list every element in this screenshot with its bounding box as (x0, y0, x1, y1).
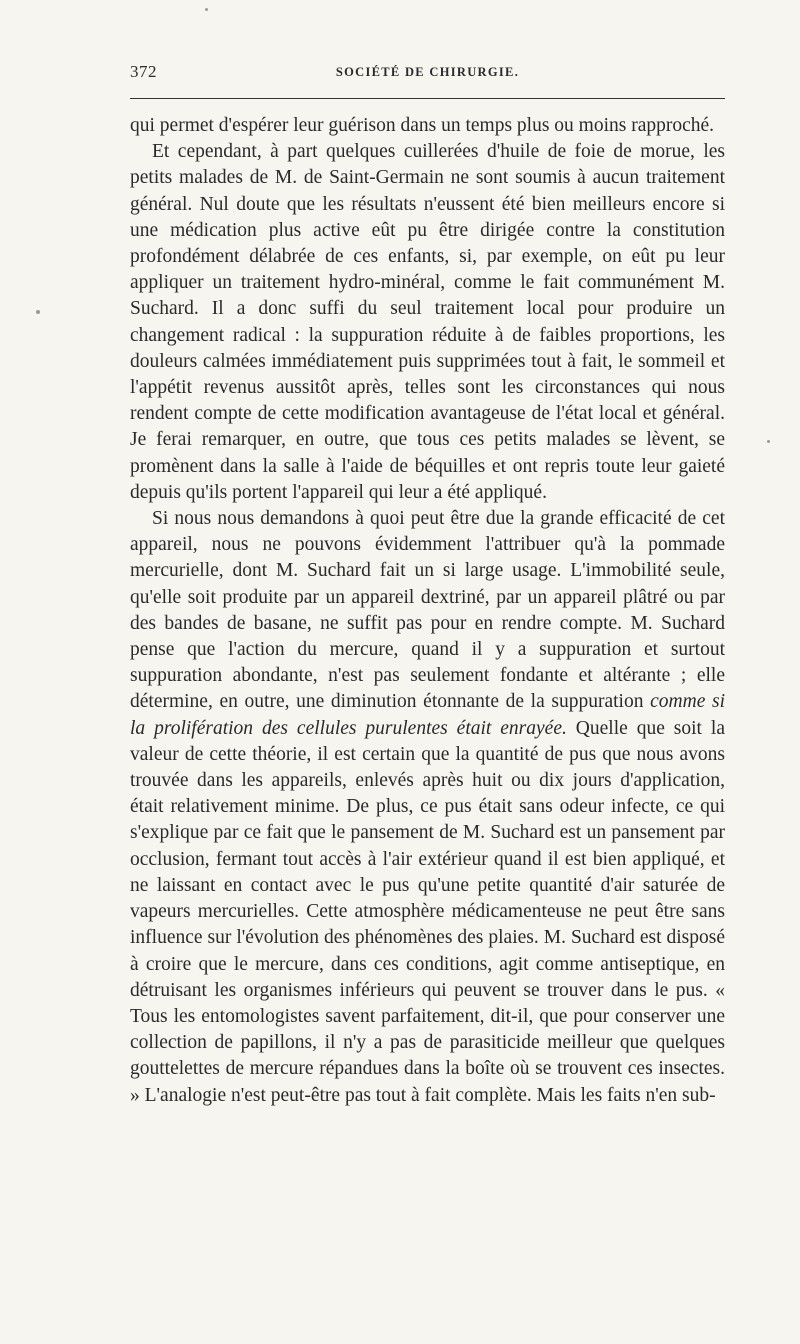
page-header (130, 62, 725, 86)
paragraph-3-italic: comme si la prolifération des cellules purulentes était enrayée. (130, 691, 726, 739)
header-rule (130, 98, 725, 99)
paragraph-3 (130, 506, 725, 1109)
paragraph-1: qui permet d'espérer leur guérison dans un temps plus ou moins rapproché. (130, 115, 715, 136)
paragraph-2: Et cependant, à part quelques cuillerées d'huile de foie de morue, les petits malades de M. de Saint-Germain ne sont soumis à aucun traitement général. Nul doute que les résultats n'eussent été bien meilleurs encore si une médication plus active eût pu être dirigée contre la constitution profondément délabrée de ces enfants, si, par exemple, on eût pu leur appliquer un traitement hydro-minéral, comme le fait communément M. Suchard. Il a donc suffi du seul traitement local pour produire un changement radical : la suppuration réduite à de faibles proportions, les douleurs calmées immédiatement puis supprimées tout à fait, le sommeil et l'appétit revenus aussitôt après, telles sont les circonstances qui nous rendent compte de cette modification avantageuse de l'état local et général. Je ferai remarquer, en outre, que tous ces petits malades se lèvent, se promènent dans la salle à l'aide de béquilles et ont repris toute leur gaieté depuis qu'ils portent l'appareil qui leur a été appliqué. (130, 141, 725, 503)
body-text (130, 113, 725, 1109)
page-number: 372 (130, 62, 157, 81)
paper-speck (36, 310, 40, 314)
paragraph-3-text-b: Quelle que soit la valeur de cette théorie, il est certain que la quantité de pus que nous avons trouvée dans les appareils, enlevés après huit ou dix jours d'application, était relativement minime. De plus, ce pus était sans odeur infecte, ce qui s'explique par ce fait que le pansement de M. Suchard est un pansement par occlusion, fermant tout accès à l'air extérieur quand il est bien appliqué, et ne laissant en contact avec le pus qu'une petite quantité d'air saturée de vapeurs mercurielles. Cette atmosphère médicamenteuse ne peut être sans influence sur l'évolution des phénomènes des plaies. M. Suchard est disposé à croire que le mercure, dans ces conditions, agit comme antiseptique, en détruisant les organismes inférieurs qui peuvent se trouver dans le pus. « Tous les entomologistes savent parfaitement, dit-il, que pour conserver une collection de papillons, il n'y a pas de parasiticide meilleur que quelques gouttelettes de mercure répandues dans la boîte où se trouvent ces insectes. » L'analogie n'est peut-être pas tout à fait complète. Mais les faits n'en sub- (130, 717, 725, 1106)
paper-speck (767, 440, 770, 443)
paper-speck (205, 8, 208, 11)
paragraph-3-text-a: Si nous nous demandons à quoi peut être due la grande efficacité de cet appareil, nous ne pouvons évidemment l'attribuer qu'à la pommade mercurielle, dont M. Suchard fait un si large usage. L'immobilité seule, qu'elle soit produite par un appareil dextriné, par un appareil plâtré ou par des bandes de basane, ne suffit pas pour en rendre compte. M. Suchard pense que l'action du mercure, quand il y a suppuration et surtout suppuration abondante, n'est pas seulement fondante et altérante ; elle détermine, en outre, une diminution étonnante de la suppuration (130, 508, 725, 713)
running-title: SOCIÉTÉ DE CHIRURGIE. (335, 65, 520, 79)
